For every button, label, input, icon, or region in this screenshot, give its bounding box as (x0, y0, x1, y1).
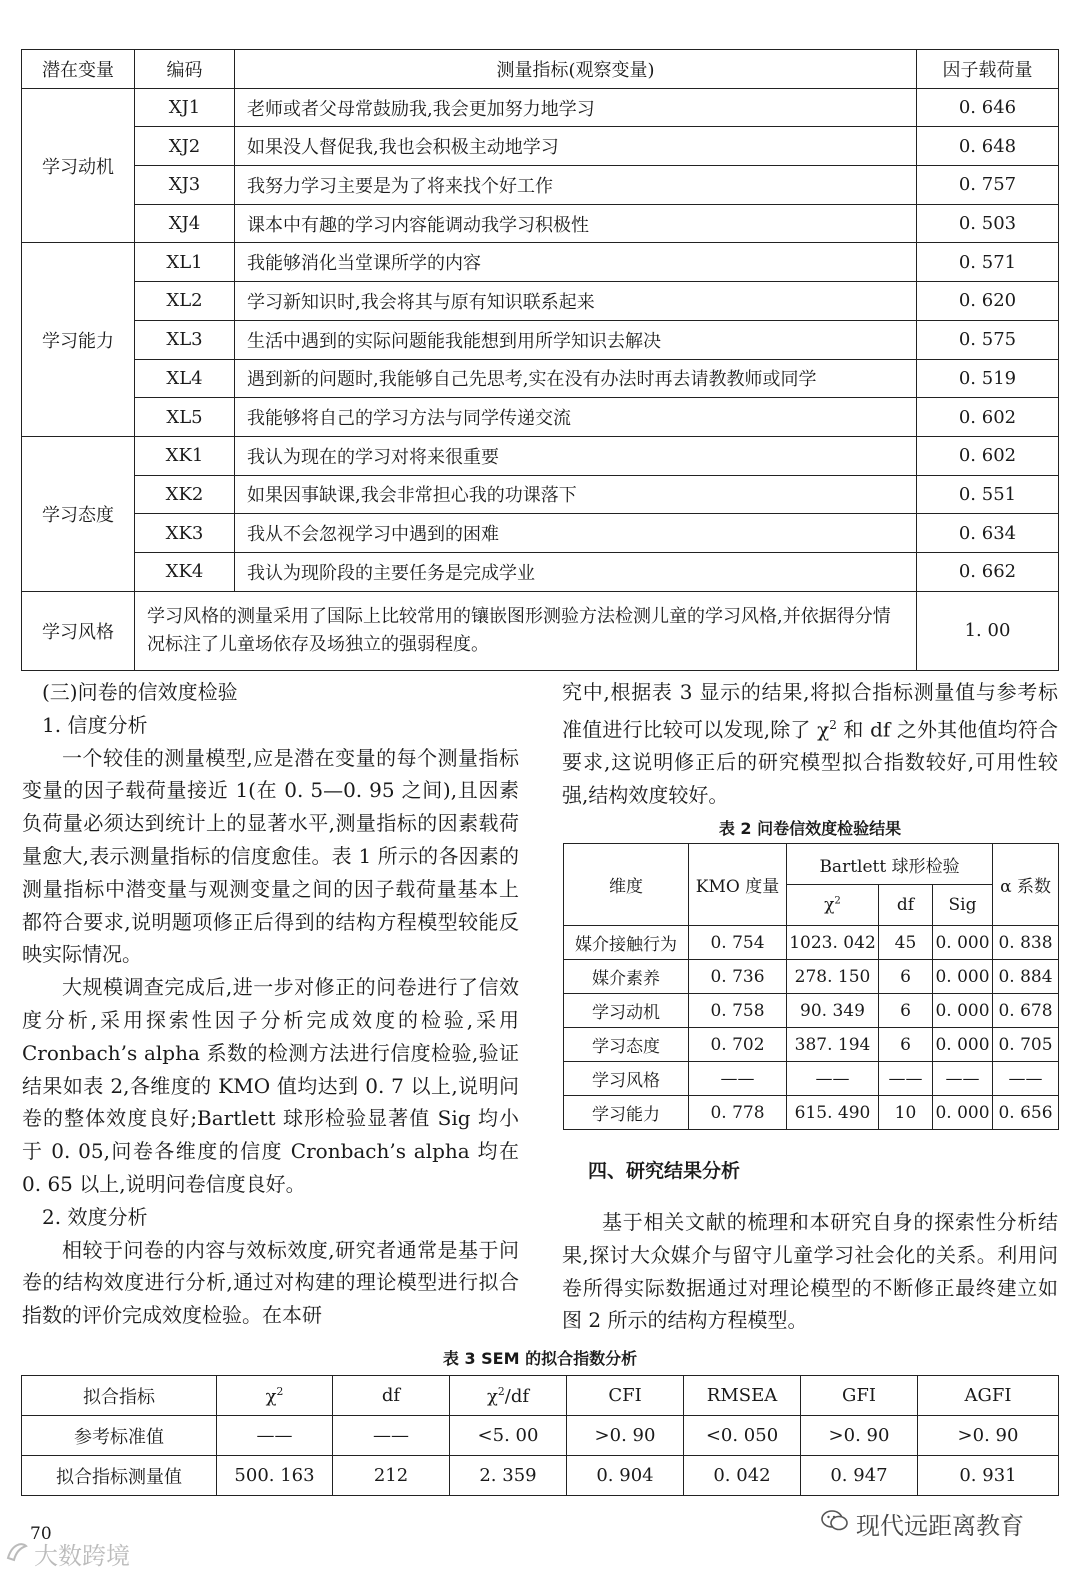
table-3-header-cell: 拟合指标 (22, 1376, 217, 1416)
table-cell: <0. 050 (684, 1416, 801, 1456)
paragraph (562, 676, 1058, 812)
subsection-heading: 2. 效度分析 (42, 1204, 148, 1229)
loading-cell: 0. 602 (917, 436, 1059, 475)
code-cell: XL2 (135, 282, 235, 321)
latent-variable-cell: 学习风格 (22, 591, 135, 670)
table-row (22, 320, 1059, 359)
paragraph: 相较于问卷的内容与效标效度,研究者通常是基于问卷的结构效度进行分析,通过对构建的理论模型进行拟合指数的评价完成效度检验。在本研 (22, 1237, 519, 1328)
code-cell: XL4 (135, 359, 235, 398)
table-3-header-cell: GFI (801, 1376, 918, 1416)
header-alpha: α 系数 (993, 844, 1059, 926)
table-row (22, 436, 1059, 475)
code-cell: XK4 (135, 552, 235, 591)
latent-variable-cell: 学习态度 (22, 436, 135, 591)
table-row (564, 1062, 1059, 1096)
watermark-text: 大数跨境 (34, 1542, 130, 1570)
table-cell: 0. 778 (689, 1096, 787, 1130)
table-cell: 0. 884 (993, 960, 1059, 994)
header-dimension: 维度 (564, 844, 689, 926)
table-2-header-row (564, 844, 1059, 885)
loading-cell: 0. 519 (917, 359, 1059, 398)
table-row (22, 475, 1059, 514)
logo-icon (4, 1538, 30, 1570)
table-3-header-cell: df (333, 1376, 450, 1416)
superscript: 2 (497, 1384, 505, 1398)
loading-cell: 0. 571 (917, 243, 1059, 282)
table-row-learning-style (22, 591, 1059, 670)
table-2-caption: 表 2 问卷信效度检验结果 (718, 819, 902, 838)
indicator-cell: 我努力学习主要是为了将来找个好工作 (235, 166, 917, 205)
table-cell: 媒介接触行为 (564, 926, 689, 960)
table-cell: 媒介素养 (564, 960, 689, 994)
table-cell: <5. 00 (450, 1416, 567, 1456)
table-cell: 6 (879, 960, 933, 994)
table-cell: —— (689, 1062, 787, 1096)
paragraph-part: 和 df 之外其他值均符合要求,这说明修正后的研究模型拟合指数较好,可用性较强,结构效度较好。 (562, 717, 1058, 808)
table-cell: 0. 000 (933, 926, 993, 960)
code-cell: XJ2 (135, 127, 235, 166)
table-cell: 0. 000 (933, 960, 993, 994)
table-row (564, 1096, 1059, 1130)
loading-cell: 0. 620 (917, 282, 1059, 321)
table-cell: 拟合指标测量值 (22, 1456, 217, 1496)
table-cell: —— (787, 1062, 879, 1096)
code-cell: XK3 (135, 514, 235, 553)
latent-variable-cell: 学习动机 (22, 88, 135, 243)
code-cell: XL1 (135, 243, 235, 282)
chi-symbol: χ (824, 895, 835, 915)
table-3-header-cell (450, 1376, 567, 1416)
indicator-cell: 如果没人督促我,我也会积极主动地学习 (235, 127, 917, 166)
header-sig: Sig (933, 885, 993, 926)
table-row (22, 88, 1059, 127)
table-cell: 1023. 042 (787, 926, 879, 960)
table-row (22, 359, 1059, 398)
table-cell: 学习能力 (564, 1096, 689, 1130)
loading-cell: 1. 00 (917, 591, 1059, 670)
indicator-cell: 老师或者父母常鼓励我,我会更加努力地学习 (235, 88, 917, 127)
indicator-cell: 我认为现阶段的主要任务是完成学业 (235, 552, 917, 591)
table-row (22, 1416, 1059, 1456)
table-cell: 0. 931 (918, 1456, 1059, 1496)
loading-cell: 0. 503 (917, 204, 1059, 243)
loading-cell: 0. 757 (917, 166, 1059, 205)
table-3-header-row (22, 1376, 1059, 1416)
table-cell: 615. 490 (787, 1096, 879, 1130)
table-cell: 2. 359 (450, 1456, 567, 1496)
table-row (564, 994, 1059, 1028)
table-cell: 0. 947 (801, 1456, 918, 1496)
table-cell: 0. 904 (567, 1456, 684, 1496)
code-cell: XL5 (135, 398, 235, 437)
loading-cell: 0. 648 (917, 127, 1059, 166)
table-2-reliability-validity (563, 843, 1059, 1130)
table-cell: 学习态度 (564, 1028, 689, 1062)
table-cell: 学习动机 (564, 994, 689, 1028)
table-1-header-cell: 编码 (135, 50, 235, 89)
table-cell: 0. 838 (993, 926, 1059, 960)
loading-cell: 0. 602 (917, 398, 1059, 437)
header-kmo: KMO 度量 (689, 844, 787, 926)
subsection-heading: 1. 信度分析 (42, 712, 148, 737)
table-cell: 90. 349 (787, 994, 879, 1028)
table-3-header-cell: CFI (567, 1376, 684, 1416)
table-1-header-cell: 因子载荷量 (917, 50, 1059, 89)
table-1-header-cell: 潜在变量 (22, 50, 135, 89)
table-cell: 0. 758 (689, 994, 787, 1028)
table-cell: 0. 000 (933, 994, 993, 1028)
table-cell: 0. 042 (684, 1456, 801, 1496)
loading-cell: 0. 646 (917, 88, 1059, 127)
indicator-cell: 课本中有趣的学习内容能调动我学习积极性 (235, 204, 917, 243)
wechat-icon (820, 1508, 850, 1540)
table-cell: 6 (879, 1028, 933, 1062)
table-1-factor-loadings (21, 49, 1059, 671)
learning-style-description: 学习风格的测量采用了国际上比较常用的镶嵌图形测验方法检测儿童的学习风格,并依据得分情况标注了儿童场依存及场独立的强弱程度。 (135, 591, 917, 670)
table-cell: —— (217, 1416, 333, 1456)
superscript: 2 (829, 717, 837, 732)
table-cell: —— (879, 1062, 933, 1096)
page-number: 70 (30, 1524, 52, 1544)
table-cell: 212 (333, 1456, 450, 1496)
table-cell: 0. 656 (993, 1096, 1059, 1130)
table-cell: 10 (879, 1096, 933, 1130)
table-1-header-cell: 测量指标(观察变量) (235, 50, 917, 89)
code-cell: XJ1 (135, 88, 235, 127)
loading-cell: 0. 575 (917, 320, 1059, 359)
code-cell: XJ3 (135, 166, 235, 205)
code-cell: XK1 (135, 436, 235, 475)
paragraph-part: 究中,根据表 3 显示的结果,将拟合指标测量值与参考标准值进行比较可以发现,除了 χ (562, 680, 1058, 742)
indicator-cell: 生活中遇到的实际问题能我能想到用所学知识去解决 (235, 320, 917, 359)
indicator-cell: 我从不会忽视学习中遇到的困难 (235, 514, 917, 553)
table-row (22, 204, 1059, 243)
superscript: 2 (276, 1384, 284, 1398)
indicator-cell: 我能够将自己的学习方法与同学传递交流 (235, 398, 917, 437)
header-df: df (879, 885, 933, 926)
table-cell: >0. 90 (567, 1416, 684, 1456)
table-cell: 387. 194 (787, 1028, 879, 1062)
section-heading: (三)问卷的信效度检验 (42, 680, 238, 704)
code-cell: XL3 (135, 320, 235, 359)
table-cell: 学习风格 (564, 1062, 689, 1096)
loading-cell: 0. 662 (917, 552, 1059, 591)
table-row (22, 1456, 1059, 1496)
chi-symbol: χ (265, 1385, 277, 1407)
watermark-source (4, 1536, 130, 1571)
indicator-cell: 学习新知识时,我会将其与原有知识联系起来 (235, 282, 917, 321)
table-cell: 0. 000 (933, 1028, 993, 1062)
section-heading-results: 四、研究结果分析 (588, 1160, 741, 1182)
table-row (22, 166, 1059, 205)
table-row (564, 960, 1059, 994)
table-cell: 0. 702 (689, 1028, 787, 1062)
superscript: 2 (834, 895, 841, 907)
table-3-header-cell: AGFI (918, 1376, 1059, 1416)
table-cell: 0. 754 (689, 926, 787, 960)
indicator-cell: 我能够消化当堂课所学的内容 (235, 243, 917, 282)
table-3-header-cell: RMSEA (684, 1376, 801, 1416)
right-text-column-top (562, 676, 1058, 812)
table-cell: 参考标准值 (22, 1416, 217, 1456)
table-cell: 0. 736 (689, 960, 787, 994)
table-3-sem-fit-indices (21, 1375, 1059, 1496)
table-row (22, 243, 1059, 282)
table-cell: 500. 163 (217, 1456, 333, 1496)
table-cell: 6 (879, 994, 933, 1028)
table-cell: 45 (879, 926, 933, 960)
paragraph: 基于相关文献的梳理和本研究自身的探索性分析结果,探讨大众媒介与留守儿童学习社会化的关系。利用问卷所得实际数据通过对理论模型的不断修正最终建立如图 2 所示的结构方程模型。 (562, 1210, 1058, 1333)
table-cell: —— (993, 1062, 1059, 1096)
right-text-column-bottom (562, 1206, 1058, 1337)
header-chi-square (787, 885, 879, 926)
table-cell: >0. 90 (801, 1416, 918, 1456)
code-cell: XJ4 (135, 204, 235, 243)
table-row (22, 552, 1059, 591)
indicator-cell: 遇到新的问题时,我能够自己先思考,实在没有办法时再去请教教师或同学 (235, 359, 917, 398)
paragraph: 一个较佳的测量模型,应是潜在变量的每个测量指标变量的因子载荷量接近 1(在 0. 5—0. 95 之间),且因素负荷量必须达到统计上的显著水平,测量指标的因素载荷量愈大,表示测量指标的信度愈佳。表 1 所示的各因素的测量指标中潜变量与观测变量之间的因子载荷量基本上都符合要求,说明题项修正后得到的结构方程模型较能反映实际情况。 (22, 745, 519, 967)
table-cell: —— (333, 1416, 450, 1456)
loading-cell: 0. 551 (917, 475, 1059, 514)
indicator-cell: 我认为现在的学习对将来很重要 (235, 436, 917, 475)
df-suffix: /df (504, 1385, 530, 1407)
loading-cell: 0. 634 (917, 514, 1059, 553)
paragraph: 大规模调查完成后,进一步对修正的问卷进行了信效度分析,采用探索性因子分析完成效度的检验,采用 Cronbach’s alpha 系数的检测方法进行信度检验,验证结果如表 2,各维度的 KMO 值均达到 0. 7 以上,说明问卷的整体效度良好;Bartlett 球形检验显著值 Sig 均小于 0. 05,问卷各维度的信度 Cronbach’s alpha 均在 0. 65 以上,说明问卷信度良好。 (22, 975, 519, 1196)
table-row (22, 398, 1059, 437)
indicator-cell: 如果因事缺课,我会非常担心我的功课落下 (235, 475, 917, 514)
table-1-header-row (22, 50, 1059, 89)
left-text-column (22, 676, 519, 1332)
table-3-header-cell (217, 1376, 333, 1416)
watermark-wechat (820, 1506, 1024, 1541)
table-cell: 0. 678 (993, 994, 1059, 1028)
table-cell: —— (933, 1062, 993, 1096)
code-cell: XK2 (135, 475, 235, 514)
watermark-text: 现代远距离教育 (856, 1512, 1024, 1540)
table-cell: 0. 705 (993, 1028, 1059, 1062)
table-cell: 0. 000 (933, 1096, 993, 1130)
table-row (22, 514, 1059, 553)
table-cell: 278. 150 (787, 960, 879, 994)
table-3-caption: 表 3 SEM 的拟合指数分析 (442, 1349, 638, 1368)
table-row (564, 926, 1059, 960)
latent-variable-cell: 学习能力 (22, 243, 135, 436)
table-row (22, 282, 1059, 321)
table-cell: >0. 90 (918, 1416, 1059, 1456)
table-row (564, 1028, 1059, 1062)
header-bartlett: Bartlett 球形检验 (787, 844, 993, 885)
chi-symbol: χ (486, 1385, 498, 1407)
table-row (22, 127, 1059, 166)
